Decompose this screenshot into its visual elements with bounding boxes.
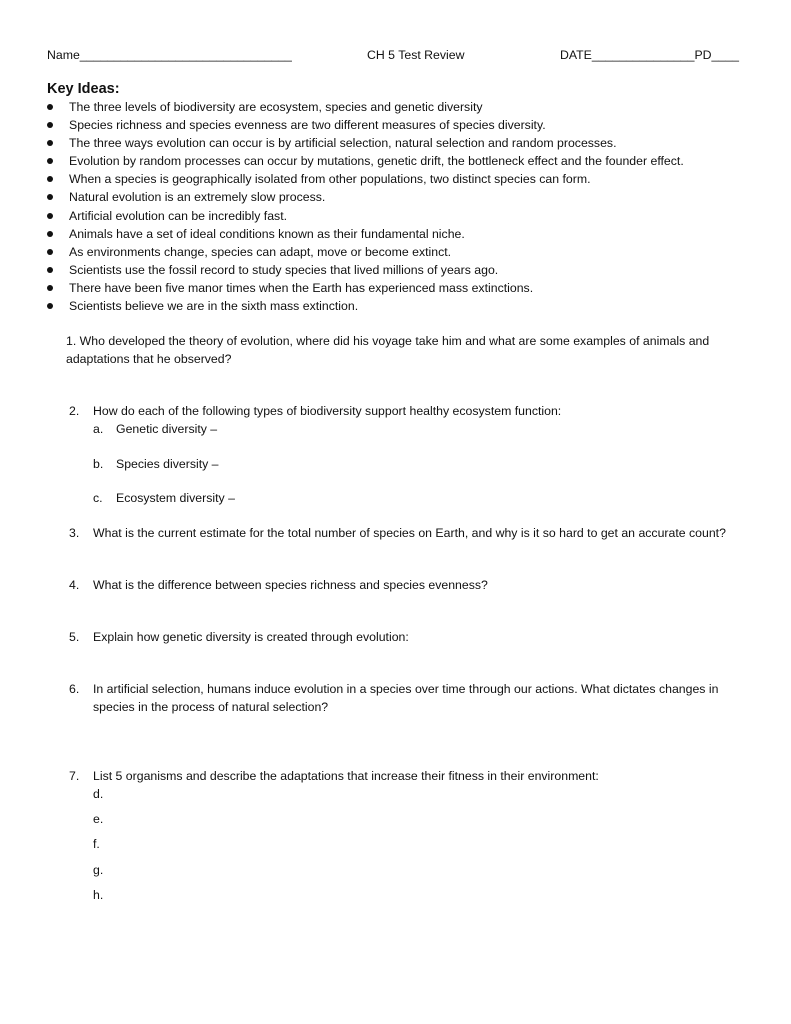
sub-label: a. <box>93 422 104 436</box>
sub-label: c. <box>93 491 103 505</box>
date-period-field-label: DATE_______________PD____ <box>560 48 739 62</box>
page-title: CH 5 Test Review <box>367 48 465 62</box>
sub-label: b. <box>93 457 104 471</box>
name-field-label: Name_______________________________ <box>47 48 292 62</box>
question-7-sub-e: e. <box>93 812 104 826</box>
key-idea-item: Scientists believe we are in the sixth mass extinction. <box>47 297 684 315</box>
question-5 <box>69 628 739 646</box>
question-2 <box>69 402 739 420</box>
question-7-sub-h: h. <box>93 888 104 902</box>
sub-text: Species diversity – <box>116 457 219 471</box>
question-number: 4. <box>69 578 80 592</box>
key-idea-item: The three ways evolution can occur is by artificial selection, natural selection and random processes. <box>47 134 684 152</box>
question-text: What is the current estimate for the total number of species on Earth, and why is it so hard to get an accurate count? <box>93 526 726 540</box>
question-2-sub-b <box>93 455 219 473</box>
question-7-sub-g: g. <box>93 863 104 877</box>
key-idea-item: Evolution by random processes can occur by mutations, genetic drift, the bottleneck effect and the founder effect. <box>47 152 684 170</box>
question-1: 1. Who developed the theory of evolution, where did his voyage take him and what are some examples of animals and adaptations that he observed? <box>66 334 710 366</box>
question-3 <box>69 524 739 542</box>
key-idea-item: When a species is geographically isolated from other populations, two distinct species can form. <box>47 170 684 188</box>
key-idea-item: There have been five manor times when the Earth has experienced mass extinctions. <box>47 279 684 297</box>
question-text: List 5 organisms and describe the adaptations that increase their fitness in their environment: <box>93 769 599 783</box>
key-idea-item: As environments change, species can adapt, move or become extinct. <box>47 243 684 261</box>
question-number: 6. <box>69 682 80 696</box>
question-4 <box>69 576 739 594</box>
question-text: How do each of the following types of biodiversity support healthy ecosystem function: <box>93 404 562 418</box>
question-number: 5. <box>69 630 80 644</box>
sub-text: Genetic diversity – <box>116 422 218 436</box>
question-number: 2. <box>69 404 80 418</box>
key-idea-item: Animals have a set of ideal conditions known as their fundamental niche. <box>47 225 684 243</box>
key-ideas-heading: Key Ideas: <box>47 81 120 97</box>
key-idea-item: Artificial evolution can be incredibly fast. <box>47 207 684 225</box>
question-number: 3. <box>69 526 80 540</box>
key-idea-item: The three levels of biodiversity are ecosystem, species and genetic diversity <box>47 98 684 116</box>
question-text: Explain how genetic diversity is created through evolution: <box>93 630 409 644</box>
question-2-sub-a <box>93 420 217 438</box>
question-text: What is the difference between species richness and species evenness? <box>93 578 488 592</box>
question-text: In artificial selection, humans induce evolution in a species over time through our actions. What dictates changes in species in the process of natural selection? <box>93 682 719 714</box>
key-idea-item: Scientists use the fossil record to study species that lived millions of years ago. <box>47 261 684 279</box>
key-idea-item: Natural evolution is an extremely slow process. <box>47 188 684 206</box>
question-7 <box>69 767 739 785</box>
question-7-sub-f: f. <box>93 837 100 851</box>
question-2-sub-c <box>93 489 235 507</box>
question-6 <box>69 680 739 716</box>
question-7-sub-d: d. <box>93 787 104 801</box>
key-idea-item: Species richness and species evenness are two different measures of species diversity. <box>47 116 684 134</box>
question-number: 7. <box>69 769 80 783</box>
sub-text: Ecosystem diversity – <box>116 491 235 505</box>
key-ideas-list <box>47 98 684 315</box>
